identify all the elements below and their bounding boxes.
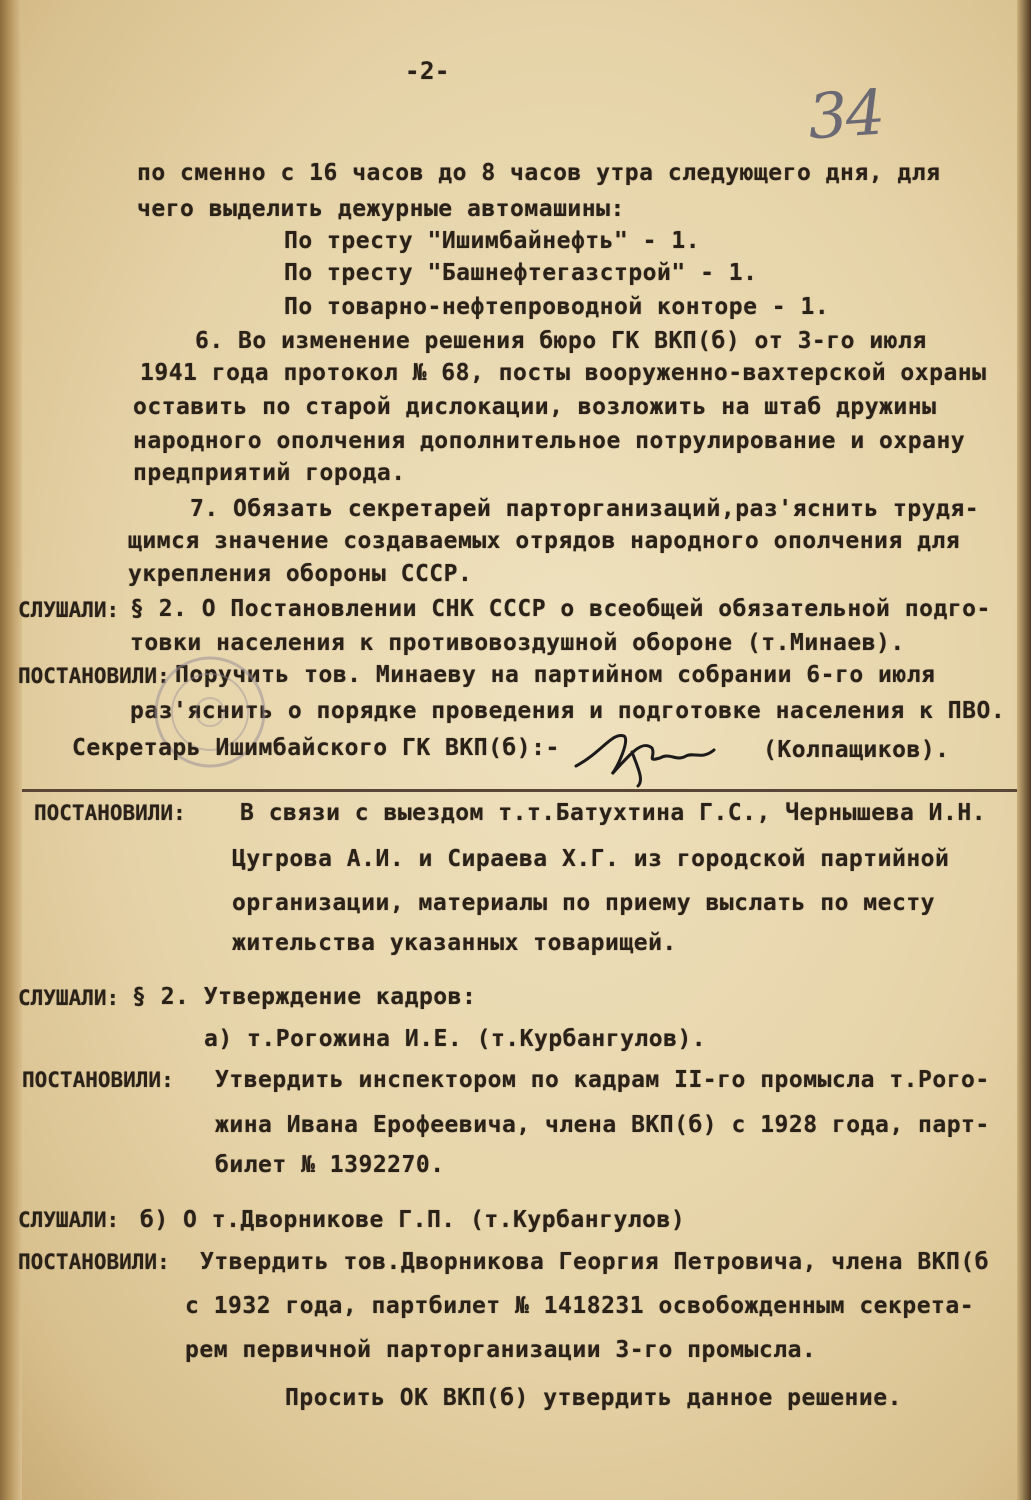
text-line: жина Ивана Ерофеевича, члена ВКП(б) с 1928 года, парт-: [215, 1112, 990, 1138]
text-line: билет № 1392270.: [215, 1152, 445, 1178]
text-line: Утвердить тов.Дворникова Георгия Петровича, члена ВКП(б: [200, 1249, 990, 1275]
text-line: укрепления обороны СССР.: [128, 561, 473, 587]
listened-label: СЛУШАЛИ:: [18, 1208, 120, 1232]
resolved-label: ПОСТАНОВИЛИ:: [22, 1068, 174, 1092]
text-line: Поручить тов. Минаеву на партийном собрании 6-го июля: [175, 662, 936, 688]
binding-edge: [0, 0, 22, 1500]
listened-label: СЛУШАЛИ:: [18, 598, 120, 622]
page-number: -2-: [405, 57, 450, 85]
text-line: § 2. О Постановлении СНК СССР о всеобщей обязательной подго-: [130, 596, 991, 622]
text-line: В связи с выездом т.т.Батухтина Г.С., Чернышева И.Н.: [240, 800, 987, 826]
text-line: по сменно с 16 часов до 8 часов утра следующего дня, для: [137, 160, 941, 186]
resolved-label: ПОСТАНОВИЛИ:: [18, 664, 170, 688]
text-line: б) О т.Дворникове Г.П. (т.Курбангулов): [140, 1207, 686, 1233]
section-divider: [22, 789, 1017, 792]
closing-line: Просить ОК ВКП(б) утвердить данное решение.: [285, 1385, 902, 1411]
text-line: чего выделить дежурные автомашины:: [137, 196, 625, 222]
text-line: товки населения к противовоздушной обороне (т.Минаев).: [130, 630, 905, 656]
text-line: 6. Во изменение решения бюро ГК ВКП(б) от 3-го июля: [195, 328, 927, 354]
resolved-label: ПОСТАНОВИЛИ:: [18, 1250, 170, 1274]
secretary-name: (Колпащиков).: [763, 737, 950, 763]
text-line: По тресту "Ишимбайнефть" - 1.: [284, 228, 701, 254]
text-line: народного ополчения дополнительное потрулирование и охрану: [133, 428, 966, 454]
text-line: с 1932 года, партбилет № 1418231 освобожденным секрета-: [185, 1293, 975, 1319]
secretary-title: Секретарь Ишимбайского ГК ВКП(б):-: [72, 735, 560, 761]
handwritten-sheet-number: 34: [805, 75, 886, 154]
resolved-label: ПОСТАНОВИЛИ:: [34, 801, 186, 825]
text-line: раз'яснить о порядке проведения и подготовке населения к ПВО.: [130, 698, 1006, 724]
text-line: жительства указанных товарищей.: [232, 930, 677, 956]
text-line: щимся значение создаваемых отрядов народного ополчения для: [128, 528, 961, 554]
text-line: организации, материалы по приему выслать по месту: [232, 890, 936, 916]
text-line: § 2. Утверждение кадров:: [132, 984, 477, 1010]
text-line: рем первичной парторганизации 3-го промысла.: [185, 1337, 817, 1363]
text-line: По тресту "Башнефтегазстрой" - 1.: [284, 260, 758, 286]
text-line: предприятий города.: [133, 460, 406, 486]
text-line: оставить по старой дислокации, возложить на штаб дружины: [133, 394, 937, 420]
right-edge-strip: [1017, 0, 1031, 1500]
text-line: Цугрова А.И. и Сираева Х.Г. из городской партийной: [232, 846, 950, 872]
text-line: 1941 года протокол № 68, посты вооруженно-вахтерской охраны: [140, 360, 987, 386]
text-line: 7. Обязать секретарей парторганизаций,раз'яснить трудя-: [190, 496, 980, 522]
text-line: Утвердить инспектором по кадрам II-го промысла т.Рого-: [215, 1067, 990, 1093]
text-line: По товарно-нефтепроводной конторе - 1.: [284, 294, 830, 320]
text-line: а) т.Рогожина И.Е. (т.Курбангулов).: [204, 1026, 707, 1052]
signature: [572, 722, 722, 788]
listened-label: СЛУШАЛИ:: [18, 986, 120, 1010]
